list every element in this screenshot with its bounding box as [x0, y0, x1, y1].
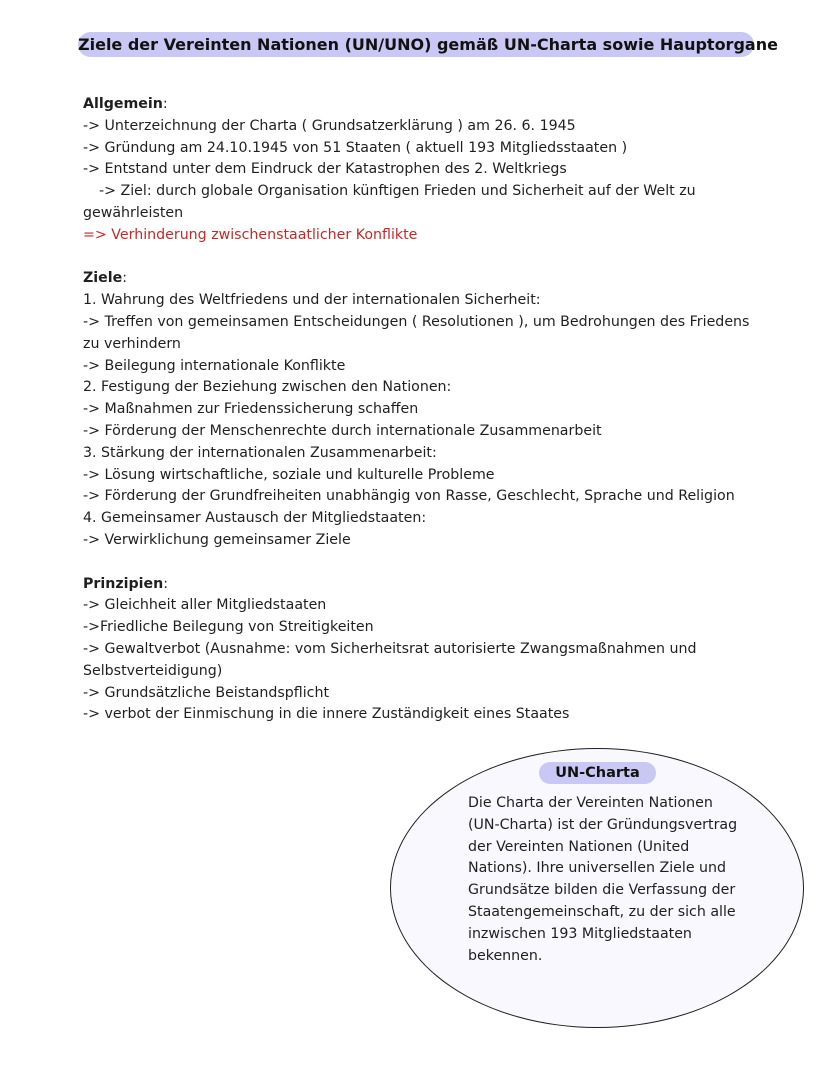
ziele-item: -> Lösung wirtschaftliche, soziale und kulturelle Probleme — [83, 466, 495, 483]
un-charta-line: inzwischen 193 Mitgliedstaaten — [468, 925, 692, 942]
un-charta-line: Nations). Ihre universellen Ziele und — [468, 860, 727, 877]
ziele-item: -> Förderung der Menschenrechte durch internationale Zusammenarbeit — [83, 422, 602, 439]
ziele-item: -> Maßnahmen zur Friedenssicherung schaffen — [83, 401, 419, 418]
un-charta-text — [468, 793, 758, 967]
document-body — [83, 94, 763, 726]
ziele-item: 3. Stärkung der internationalen Zusammenarbeit: — [83, 444, 437, 461]
allgemein-ziel-continuation: gewährleisten — [83, 204, 184, 221]
un-charta-line: bekennen. — [468, 947, 543, 964]
prinzipien-item: -> verbot der Einmischung in die innere Zuständigkeit eines Staates — [83, 706, 570, 723]
ziele-item: -> Förderung der Grundfreiheiten unabhängig von Rasse, Geschlecht, Sprache und Religion — [83, 488, 735, 505]
ziele-item: -> Verwirklichung gemeinsamer Ziele — [83, 531, 351, 548]
section-heading-prinzipien: Prinzipien: — [83, 575, 169, 592]
page-title: Ziele der Vereinten Nationen (UN/UNO) gemäß UN-Charta sowie Hauptorgane — [78, 32, 754, 57]
un-charta-label: UN-Charta — [539, 762, 656, 784]
allgemein-line: -> Unterzeichnung der Charta ( Grundsatzerklärung ) am 26. 6. 1945 — [83, 117, 576, 134]
allgemein-conclusion: => Verhinderung zwischenstaatlicher Konflikte — [83, 226, 418, 243]
allgemein-line: -> Entstand unter dem Eindruck der Katastrophen des 2. Weltkriegs — [83, 161, 567, 178]
ziele-item: 2. Festigung der Beziehung zwischen den Nationen: — [83, 379, 452, 396]
prinzipien-item: -> Gewaltverbot (Ausnahme: vom Sicherheitsrat autorisierte Zwangsmaßnahmen und — [83, 640, 697, 657]
allgemein-line: -> Gründung am 24.10.1945 von 51 Staaten ( aktuell 193 Mitgliedsstaaten ) — [83, 139, 628, 156]
un-charta-line: Die Charta der Vereinten Nationen — [468, 795, 713, 811]
un-charta-line: Staatengemeinschaft, zu der sich alle — [468, 903, 736, 920]
section-heading-allgemein: Allgemein: — [83, 96, 168, 112]
prinzipien-item: -> Gleichheit aller Mitgliedstaaten — [83, 597, 327, 614]
un-charta-line: Grundsätze bilden die Verfassung der — [468, 882, 736, 899]
prinzipien-item: Selbstverteidigung) — [83, 662, 223, 679]
prinzipien-item: ->Friedliche Beilegung von Streitigkeiten — [83, 619, 374, 636]
allgemein-ziel-line: -> Ziel: durch globale Organisation künftigen Frieden und Sicherheit auf der Welt zu — [99, 183, 696, 200]
ziele-item: 1. Wahrung des Weltfriedens und der internationalen Sicherheit: — [83, 292, 541, 309]
ziele-item: -> Beilegung internationale Konflikte — [83, 357, 346, 374]
ziele-item: zu verhindern — [83, 335, 181, 352]
section-heading-ziele: Ziele: — [83, 270, 128, 287]
un-charta-line: der Vereinten Nationen (United — [468, 838, 690, 855]
ziele-item: 4. Gemeinsamer Austausch der Mitgliedstaaten: — [83, 510, 427, 527]
ziele-item: -> Treffen von gemeinsamen Entscheidungen ( Resolutionen ), um Bedrohungen des Friedens — [83, 313, 750, 330]
un-charta-line: (UN-Charta) ist der Gründungsvertrag — [468, 816, 738, 833]
prinzipien-item: -> Grundsätzliche Beistandspflicht — [83, 684, 330, 701]
